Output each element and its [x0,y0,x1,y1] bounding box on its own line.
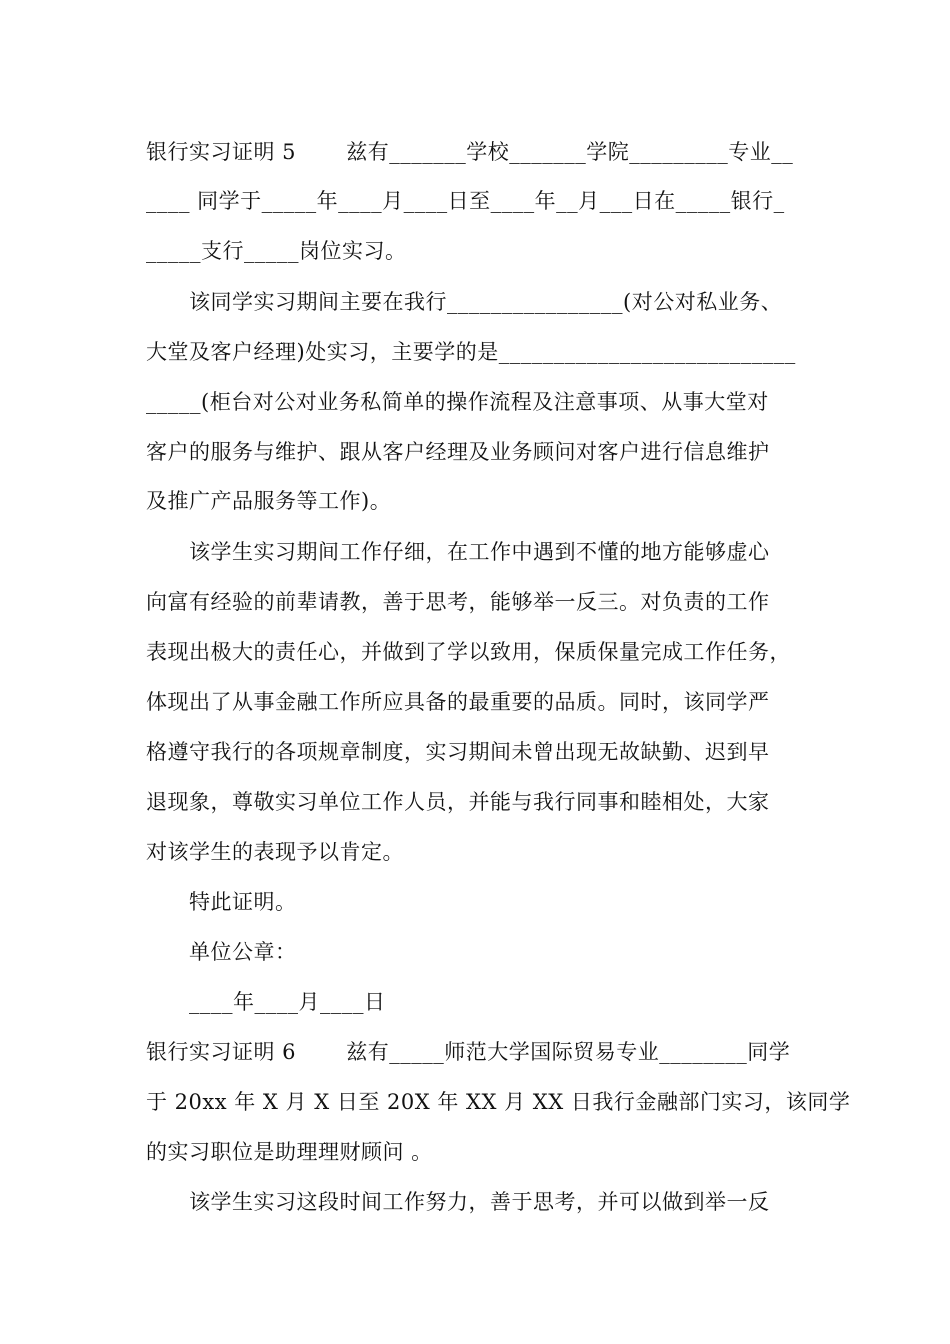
text-line: ____年____月____日 [146,990,386,1014]
text-line: 客户的服务与维护、跟从客户经理及业务顾问对客户进行信息维护 [146,440,770,464]
text-line: _____(柜台对公对业务私简单的操作流程及注意事项、从事大堂对 [146,390,769,414]
text-line: 于 20xx 年 X 月 X 日至 20X 年 XX 月 XX 日我行金融部门实习，该同学 [146,1090,851,1114]
text-line: 该学生实习这段时间工作努力，善于思考，并可以做到举一反 [146,1190,770,1214]
text-line: 向富有经验的前辈请教，善于思考，能够举一反三。对负责的工作 [146,590,770,614]
text-line: 银行实习证明 5 兹有_______学校_______学院_________专业__ [146,140,794,164]
text-line: 对该学生的表现予以肯定。 [146,840,404,864]
text-line: 退现象，尊敬实习单位工作人员，并能与我行同事和睦相处，大家 [146,790,770,814]
text-line: 特此证明。 [146,890,297,914]
text-line: 表现出极大的责任心，并做到了学以致用，保质保量完成工作任务， [146,640,791,664]
text-line: 该学生实习期间工作仔细，在工作中遇到不懂的地方能够虚心 [146,540,770,564]
text-line: 该同学实习期间主要在我行________________(对公对私业务、 [146,290,783,314]
text-line: 大堂及客户经理)处实习，主要学的是___________________________ [146,340,796,364]
text-line: 格遵守我行的各项规章制度，实习期间未曾出现无故缺勤、迟到早 [146,740,770,764]
text-line: 的实习职位是助理理财顾问 。 [146,1140,433,1164]
text-line: 单位公章： [146,940,297,964]
text-line: 及推广产品服务等工作)。 [146,489,392,513]
text-line: 体现出了从事金融工作所应具备的最重要的品质。同时，该同学严 [146,690,770,714]
text-line: ____ 同学于_____年____月____日至____年__月___日在_____银行_ [146,189,785,213]
text-line: _____支行_____岗位实习。 [146,239,407,263]
text-line: 银行实习证明 6 兹有_____师范大学国际贸易专业________同学 [146,1040,791,1064]
